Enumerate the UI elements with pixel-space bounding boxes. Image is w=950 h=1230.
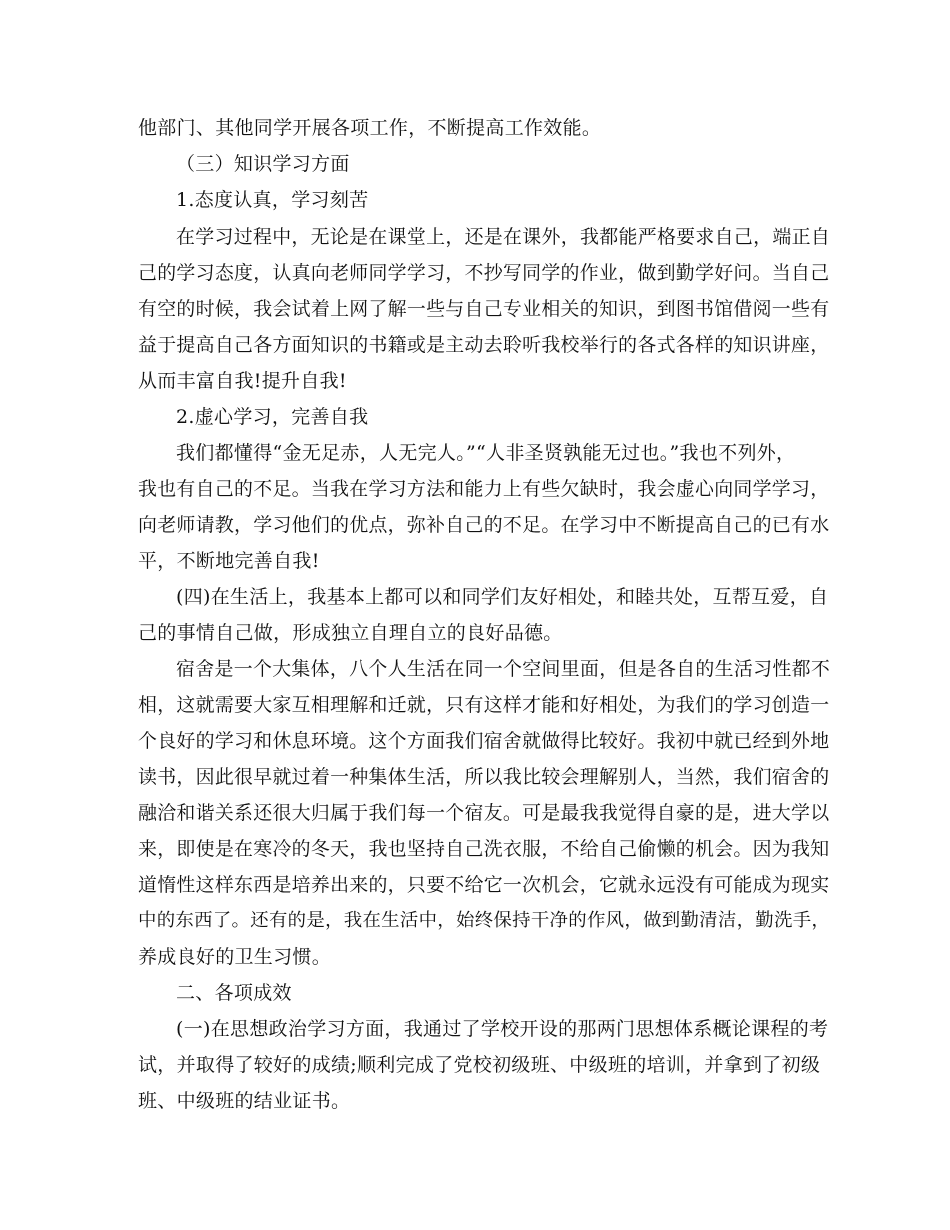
text-line: 读书，因此很早就过着一种集体生活，所以我比较会理解别人，当然，我们宿舍的 [138, 766, 830, 788]
text-line: 宿舍是一个大集体，八个人生活在同一个空间里面，但是各自的生活习性都不 [176, 658, 831, 680]
text-line: 我们都懂得“金无足赤，人无完人。”“人非圣贤孰能无过也。”我也不列外， [176, 442, 796, 464]
text-line: 平，不断地完善自我! [138, 550, 320, 572]
text-line: 向老师请教，学习他们的优点，弥补自己的不足。在学习中不断提高自己的已有水 [138, 514, 830, 536]
text-line: 己的事情自己做，形成独立自理自立的良好品德。 [138, 622, 563, 644]
text-line: 相，这就需要大家互相理解和迁就，只有这样才能和好相处，为我们的学习创造一 [138, 694, 830, 716]
text-line: 他部门、其他同学开展各项工作，不断提高工作效能。 [138, 117, 602, 139]
text-line: (四)在生活上，我基本上都可以和同学们友好相处，和睦共处，互帮互爱，自 [176, 586, 829, 608]
text-line: (一)在思想政治学习方面，我通过了学校开设的那两门思想体系概论课程的考 [176, 1018, 829, 1040]
text-line: 从而丰富自我!提升自我! [138, 370, 347, 392]
text-line: 养成良好的卫生习惯。 [138, 946, 332, 968]
text-line: 来，即使是在寒冷的冬天，我也坚持自己洗衣服，不给自己偷懒的机会。因为我知 [138, 838, 830, 860]
subheading: 2.虚心学习，完善自我 [176, 406, 369, 428]
text-line: 己的学习态度，认真向老师同学学习，不抄写同学的作业，做到勤学好问。当自己 [138, 262, 830, 284]
text-line: 中的东西了。还有的是，我在生活中，始终保持干净的作风，做到勤清洁，勤洗手， [138, 910, 831, 931]
text-line: 个良好的学习和休息环境。这个方面我们宿舍就做得比较好。我初中就已经到外地 [138, 730, 830, 752]
text-line: 班、中级班的结业证书。 [138, 1090, 351, 1112]
section-heading: 二、各项成效 [176, 982, 292, 1004]
text-line: 有空的时候，我会试着上网了解一些与自己专业相关的知识，到图书馆借阅一些有 [138, 298, 830, 320]
text-line: 试，并取得了较好的成绩;顺利完成了党校初级班、中级班的培训，并拿到了初级 [138, 1054, 821, 1076]
text-line: 益于提高自己各方面知识的书籍或是主动去聆听我校举行的各式各样的知识讲座， [138, 334, 830, 356]
subheading: 1.态度认真，学习刻苦 [176, 189, 369, 211]
text-line: 我也有自己的不足。当我在学习方法和能力上有些欠缺时，我会虚心向同学学习， [138, 478, 830, 500]
section-heading: （三）知识学习方面 [176, 153, 350, 175]
text-line: 在学习过程中，无论是在课堂上，还是在课外，我都能严格要求自己，端正自 [176, 226, 831, 248]
text-line: 道惰性这样东西是培养出来的，只要不给它一次机会，它就永远没有可能成为现实 [138, 874, 830, 896]
text-line: 融洽和谐关系还很大归属于我们每一个宿友。可是最我我觉得自豪的是，进大学以 [138, 802, 830, 824]
